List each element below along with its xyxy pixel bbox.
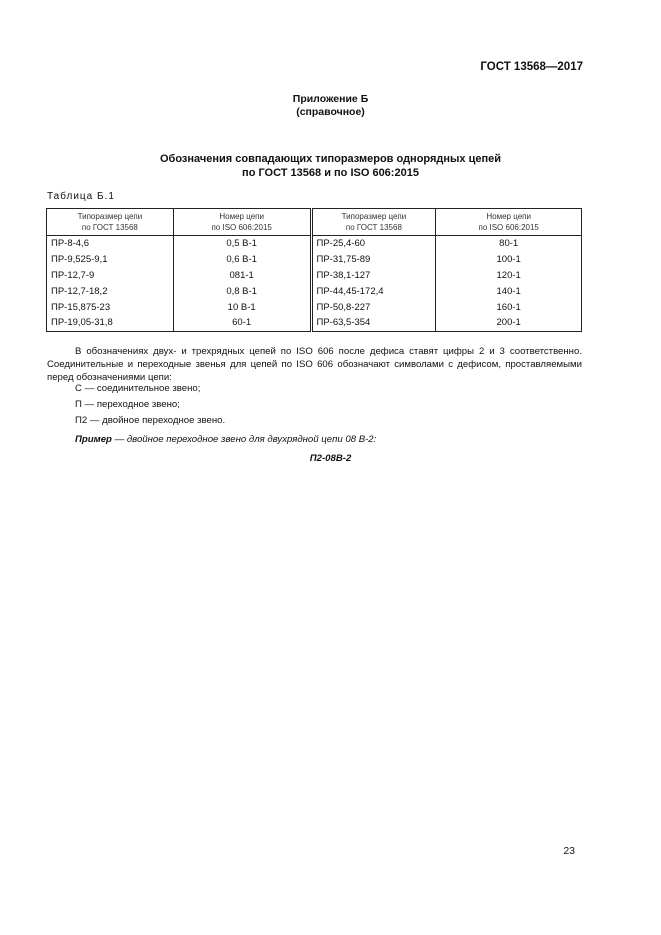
table-row bbox=[47, 299, 582, 315]
example-label: Пример bbox=[75, 434, 112, 445]
document-header: ГОСТ 13568—2017 bbox=[480, 61, 583, 73]
list-item: С — соединительное звено; bbox=[75, 383, 201, 394]
section-title-line-1: Обозначения совпадающих типоразмеров однорядных цепей bbox=[159, 153, 502, 165]
table-row bbox=[47, 236, 582, 252]
annex-title: Приложение Б bbox=[292, 93, 369, 105]
chain-designation-table bbox=[46, 208, 582, 332]
table-cell: ПР-15,875-23 bbox=[47, 299, 174, 315]
body-paragraph: В обозначениях двух- и трехрядных цепей по ISO 606 после дефиса ставят цифры 2 и 3 соответственно. Соединительные и переходные звенья для цепей по ISO 606 обозначают символами с дефисом, проставляемыми перед обозначениями цепи: bbox=[47, 346, 582, 384]
table-cell: 120-1 bbox=[436, 268, 582, 284]
table-cell: ПР-44,45-172,4 bbox=[311, 283, 436, 299]
table-cell: ПР-31,75-89 bbox=[311, 252, 436, 268]
table-cell: ПР-38,1-127 bbox=[311, 268, 436, 284]
annex-type: (справочное) bbox=[296, 106, 365, 118]
table-cell: 200-1 bbox=[436, 315, 582, 331]
table-row bbox=[47, 315, 582, 331]
header-iso-number-2: Номер цепи по ISO 606:2015 bbox=[436, 209, 582, 236]
table-cell: ПР-8-4,6 bbox=[47, 236, 174, 252]
table-cell: ПР-25,4-60 bbox=[311, 236, 436, 252]
header-gost-size: Типоразмер цепи по ГОСТ 13568 bbox=[47, 209, 174, 236]
example-line bbox=[75, 434, 376, 445]
annex-heading bbox=[0, 93, 661, 119]
table-cell: 160-1 bbox=[436, 299, 582, 315]
table-row bbox=[47, 268, 582, 284]
example-code: П2-08В-2 bbox=[309, 453, 352, 464]
table-row bbox=[47, 283, 582, 299]
table-row bbox=[47, 252, 582, 268]
table-cell: ПР-12,7-18,2 bbox=[47, 283, 174, 299]
table-cell: 0,6 В-1 bbox=[226, 254, 257, 266]
table-cell: 0,5 В-1 bbox=[226, 238, 257, 250]
section-title bbox=[0, 152, 661, 180]
table-cell: 081-1 bbox=[229, 269, 254, 281]
table-cell: 100-1 bbox=[436, 252, 582, 268]
header-gost-size-2: Типоразмер цепи по ГОСТ 13568 bbox=[311, 209, 436, 236]
list-item: П — переходное звено; bbox=[75, 399, 180, 410]
table-cell: ПР-9,525-9,1 bbox=[47, 252, 174, 268]
table-header-row bbox=[47, 209, 582, 236]
table-cell: 10 В-1 bbox=[227, 301, 256, 313]
table-label: Таблица Б.1 bbox=[47, 191, 115, 202]
table-cell: ПР-19,05-31,8 bbox=[47, 315, 174, 331]
section-title-line-2: по ГОСТ 13568 и по ISO 606:2015 bbox=[242, 167, 419, 179]
table-cell: 80-1 bbox=[436, 236, 582, 252]
list-item: П2 — двойное переходное звено. bbox=[75, 415, 226, 426]
table-cell: ПР-50,8-227 bbox=[311, 299, 436, 315]
table-cell: 60-1 bbox=[173, 315, 311, 331]
table-cell: ПР-63,5-354 bbox=[311, 315, 436, 331]
example-text: — двойное переходное звено для двухрядной цепи 08 В-2: bbox=[111, 434, 377, 445]
header-iso-number: Номер цепи по ISO 606:2015 bbox=[173, 209, 311, 236]
table-cell: 140-1 bbox=[436, 283, 582, 299]
table-cell: ПР-12,7-9 bbox=[47, 268, 174, 284]
table-cell: 0,8 В-1 bbox=[226, 285, 257, 297]
page-number: 23 bbox=[563, 845, 575, 857]
